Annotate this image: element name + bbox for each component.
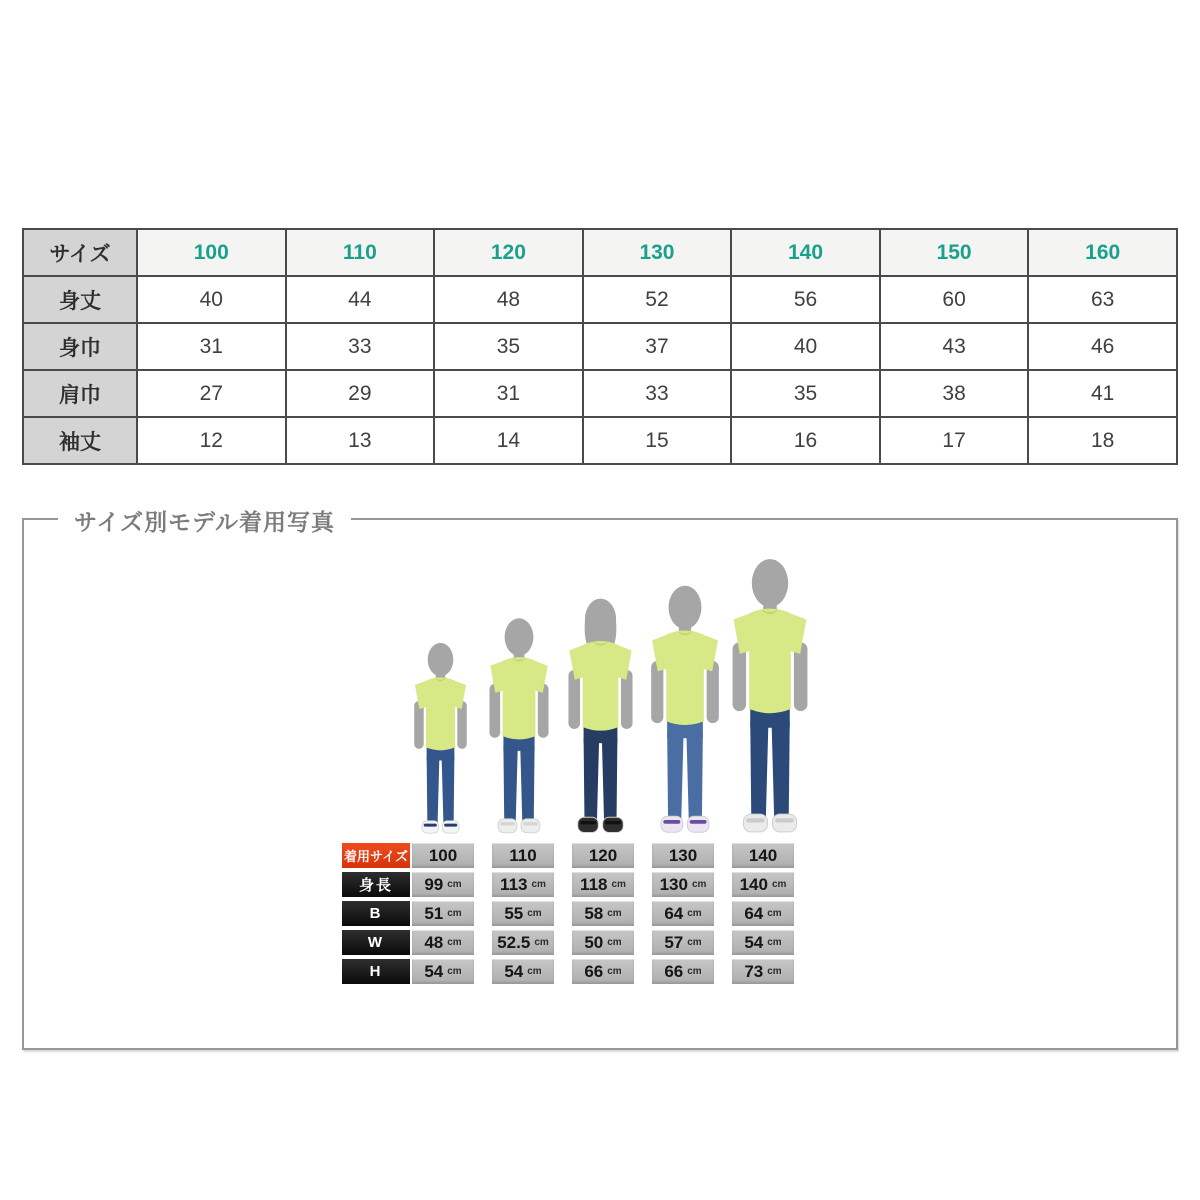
model-figure-size-110 (478, 615, 560, 836)
size-table-row (23, 370, 1177, 417)
model-table-row (342, 872, 794, 897)
measurement-value-cell: 31 (137, 323, 286, 370)
section-title: サイズ別モデル着用写真 (58, 504, 351, 537)
model-measure-value: 118 cm (572, 872, 634, 897)
model-measure-value: 50 cm (572, 930, 634, 955)
measurement-row-label: 身丈 (23, 276, 137, 323)
size-column-header: 160 (1028, 229, 1177, 276)
model-measure-value: 54 cm (492, 959, 554, 984)
measurement-value-cell: 44 (286, 276, 435, 323)
measurement-value-cell: 60 (880, 276, 1029, 323)
model-measure-value: 51 cm (412, 901, 474, 926)
model-measure-value: 66 cm (572, 959, 634, 984)
model-measure-label: 身長 (342, 872, 410, 897)
model-table-row (342, 901, 794, 926)
model-measure-label: W (342, 930, 410, 955)
measurement-value-cell: 31 (434, 370, 583, 417)
wearing-size-header: 着用サイズ (342, 843, 410, 868)
model-figure-size-100 (404, 640, 477, 836)
size-table-header-row (23, 229, 1177, 276)
measurement-value-cell: 63 (1028, 276, 1177, 323)
model-measure-label: B (342, 901, 410, 926)
measurement-value-cell: 41 (1028, 370, 1177, 417)
measurement-value-cell: 35 (434, 323, 583, 370)
size-column-header: 100 (137, 229, 286, 276)
model-photos-section (22, 509, 1178, 1050)
measurement-row-label: 肩巾 (23, 370, 137, 417)
measurement-value-cell: 40 (137, 276, 286, 323)
measurement-value-cell: 14 (434, 417, 583, 464)
model-figure-size-140 (718, 555, 822, 836)
measurement-row-label: 身巾 (23, 323, 137, 370)
model-spec-table (342, 843, 794, 988)
measurement-value-cell: 38 (880, 370, 1029, 417)
size-column-header: 120 (434, 229, 583, 276)
size-table-row (23, 417, 1177, 464)
measurement-value-cell: 16 (731, 417, 880, 464)
model-size-header: 110 (492, 843, 554, 868)
size-table-body (23, 229, 1177, 464)
model-measure-value: 57 cm (652, 930, 714, 955)
model-measure-value: 64 cm (732, 901, 794, 926)
model-table-header-row (342, 843, 794, 868)
model-size-header: 100 (412, 843, 474, 868)
model-measure-label: H (342, 959, 410, 984)
size-table (22, 228, 1178, 465)
measurement-value-cell: 43 (880, 323, 1029, 370)
model-measure-value: 52.5 cm (492, 930, 554, 955)
measurement-value-cell: 48 (434, 276, 583, 323)
model-figure-size-120 (556, 595, 645, 836)
measurement-value-cell: 18 (1028, 417, 1177, 464)
measurement-value-cell: 15 (583, 417, 732, 464)
model-measure-value: 54 cm (732, 930, 794, 955)
size-column-header: 130 (583, 229, 732, 276)
measurement-value-cell: 33 (583, 370, 732, 417)
measurement-value-cell: 27 (137, 370, 286, 417)
size-table-row (23, 323, 1177, 370)
model-measure-value: 113 cm (492, 872, 554, 897)
model-measure-value: 73 cm (732, 959, 794, 984)
model-measure-value: 140 cm (732, 872, 794, 897)
model-size-header: 120 (572, 843, 634, 868)
model-size-header: 140 (732, 843, 794, 868)
measurement-value-cell: 46 (1028, 323, 1177, 370)
measurement-value-cell: 52 (583, 276, 732, 323)
measurement-value-cell: 17 (880, 417, 1029, 464)
measurement-value-cell: 13 (286, 417, 435, 464)
model-measure-value: 55 cm (492, 901, 554, 926)
model-table-row (342, 959, 794, 984)
measurement-value-cell: 56 (731, 276, 880, 323)
measurement-value-cell: 35 (731, 370, 880, 417)
model-size-header: 130 (652, 843, 714, 868)
size-column-header: 110 (286, 229, 435, 276)
size-column-header: 150 (880, 229, 1029, 276)
model-measure-value: 99 cm (412, 872, 474, 897)
measurement-value-cell: 29 (286, 370, 435, 417)
model-measure-value: 64 cm (652, 901, 714, 926)
size-column-header: 140 (731, 229, 880, 276)
measurement-value-cell: 37 (583, 323, 732, 370)
measurement-row-label: 袖丈 (23, 417, 137, 464)
model-measure-value: 54 cm (412, 959, 474, 984)
model-table-row (342, 930, 794, 955)
measurement-value-cell: 40 (731, 323, 880, 370)
size-table-row (23, 276, 1177, 323)
model-measure-value: 66 cm (652, 959, 714, 984)
measurement-value-cell: 33 (286, 323, 435, 370)
model-measure-value: 130 cm (652, 872, 714, 897)
measurement-value-cell: 12 (137, 417, 286, 464)
size-table-corner-label: サイズ (23, 229, 137, 276)
model-measure-value: 48 cm (412, 930, 474, 955)
model-measure-value: 58 cm (572, 901, 634, 926)
